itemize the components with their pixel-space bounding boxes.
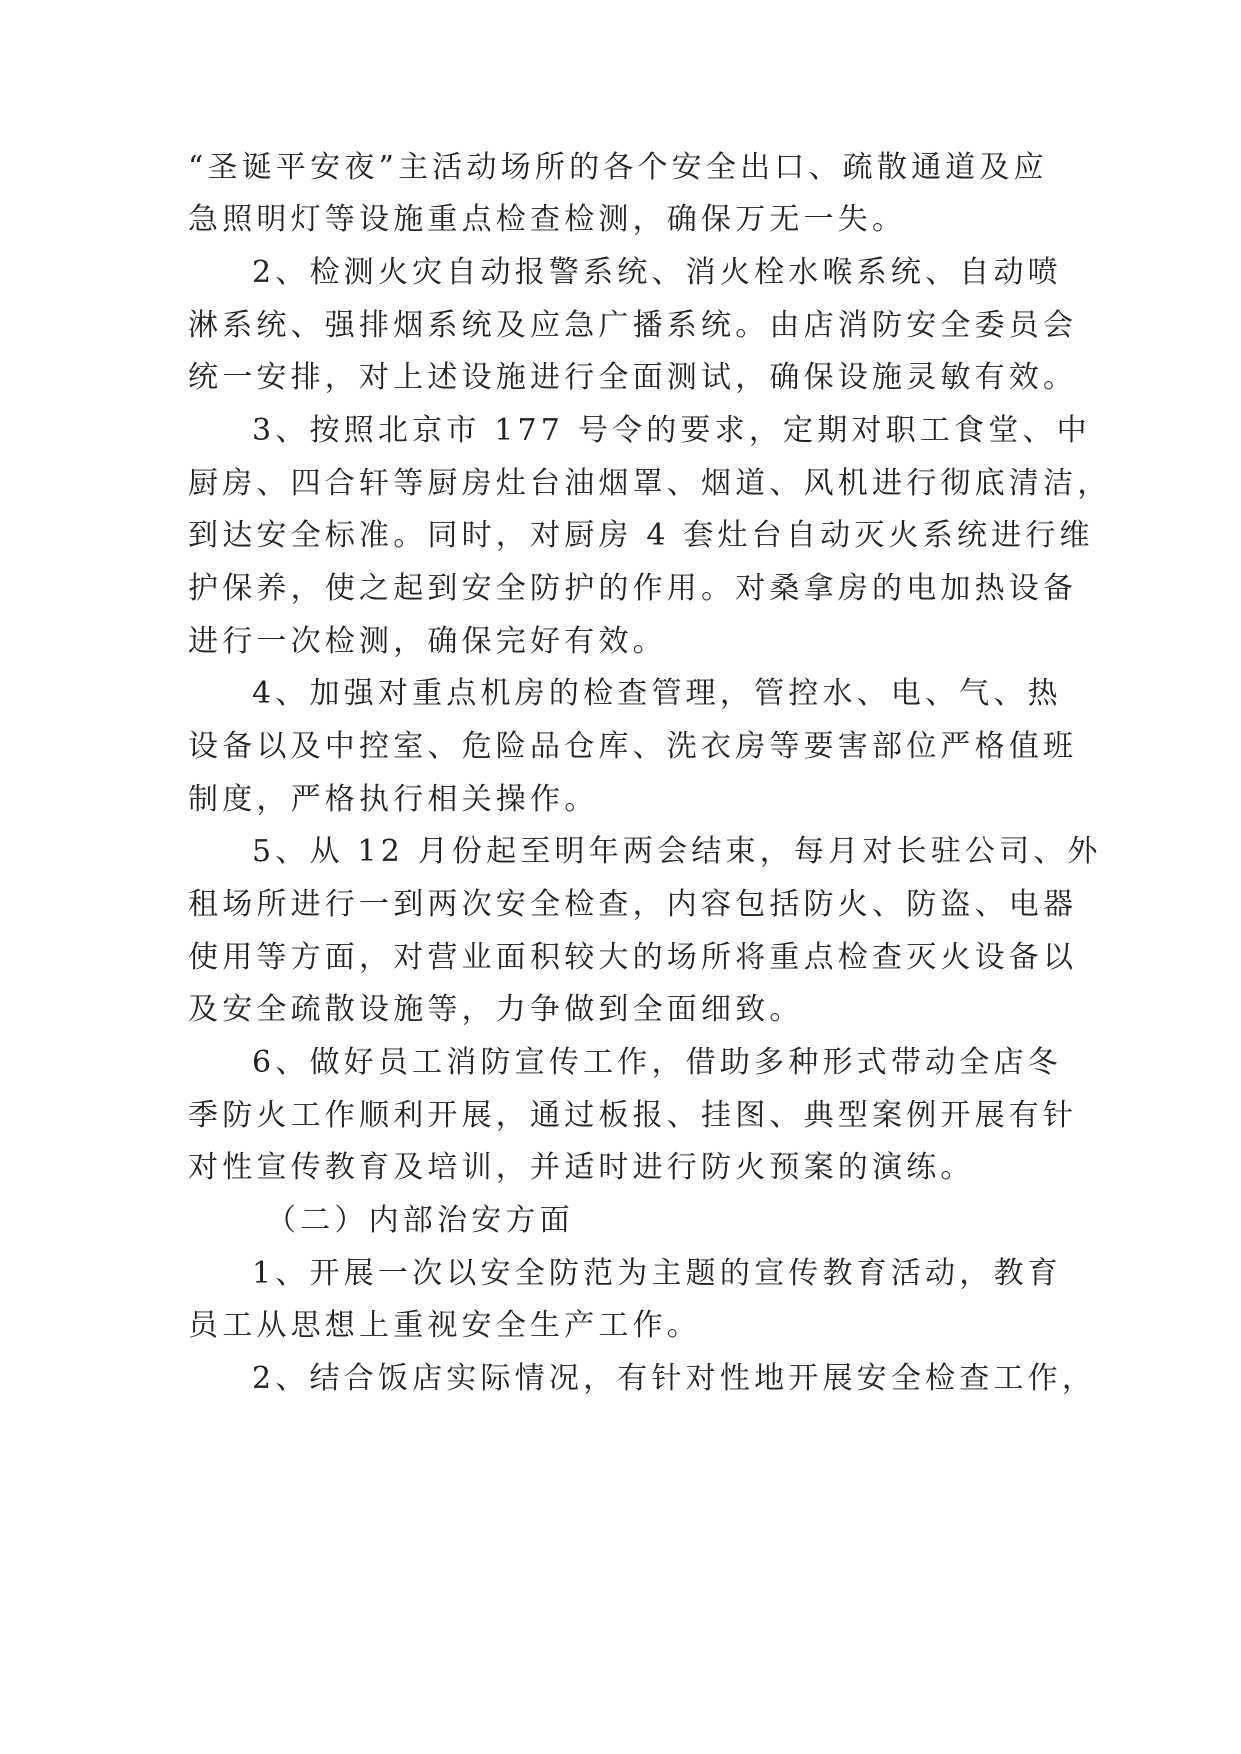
text-line: 护保养，使之起到安全防护的作用。对桑拿房的电加热设备	[188, 571, 1078, 606]
text-line: 对性宣传教育及培训，并适时进行防火预案的演练。	[188, 1150, 975, 1185]
text-line: 统一安排，对上述设施进行全面测试，确保设施灵敏有效。	[188, 360, 1078, 395]
text-line: 2、结合饭店实际情况，有针对性地开展安全检查工作，	[252, 1361, 1097, 1396]
text-line: “圣诞平安夜”主活动场所的各个安全出口、疏散通道及应	[188, 150, 1048, 185]
text-line: 淋系统、强排烟系统及应急广播系统。由店消防安全委员会	[188, 308, 1078, 343]
text-line: 租场所进行一到两次安全检查，内容包括防火、防盗、电器	[188, 887, 1078, 922]
text-line: 急照明灯等设施重点检查检测，确保万无一失。	[188, 202, 907, 237]
text-line: 制度，严格执行相关操作。	[188, 782, 599, 817]
text-line: 3、按照北京市 177 号令的要求，定期对职工食堂、中	[252, 413, 1091, 448]
text-line: 进行一次检测，确保完好有效。	[188, 624, 667, 659]
section-heading: （二）内部治安方面	[266, 1203, 574, 1238]
text-line: 员工从思想上重视安全生产工作。	[188, 1308, 701, 1343]
text-line: 2、检测火灾自动报警系统、消火栓水喉系统、自动喷	[252, 255, 1062, 290]
text-line: 1、开展一次以安全防范为主题的宣传教育活动，教育	[252, 1256, 1062, 1291]
text-line: 6、做好员工消防宣传工作，借助多种形式带动全店冬	[252, 1045, 1062, 1080]
text-line: 厨房、四合轩等厨房灶台油烟罩、烟道、风机进行彻底清洁，	[188, 466, 1112, 501]
text-line: 季防火工作顺利开展，通过板报、挂图、典型案例开展有针	[188, 1098, 1078, 1133]
text-line: 4、加强对重点机房的检查管理，管控水、电、气、热	[252, 676, 1062, 711]
text-line: 到达安全标准。同时，对厨房 4 套灶台自动灭火系统进行维	[188, 518, 1094, 553]
text-line: 及安全疏散设施等，力争做到全面细致。	[188, 992, 804, 1027]
text-line: 5、从 12 月份起至明年两会结束，每月对长驻公司、外	[252, 834, 1102, 869]
text-line: 使用等方面，对营业面积较大的场所将重点检查灭火设备以	[188, 940, 1078, 975]
text-line: 设备以及中控室、危险品仓库、洗衣房等要害部位严格值班	[188, 729, 1078, 764]
